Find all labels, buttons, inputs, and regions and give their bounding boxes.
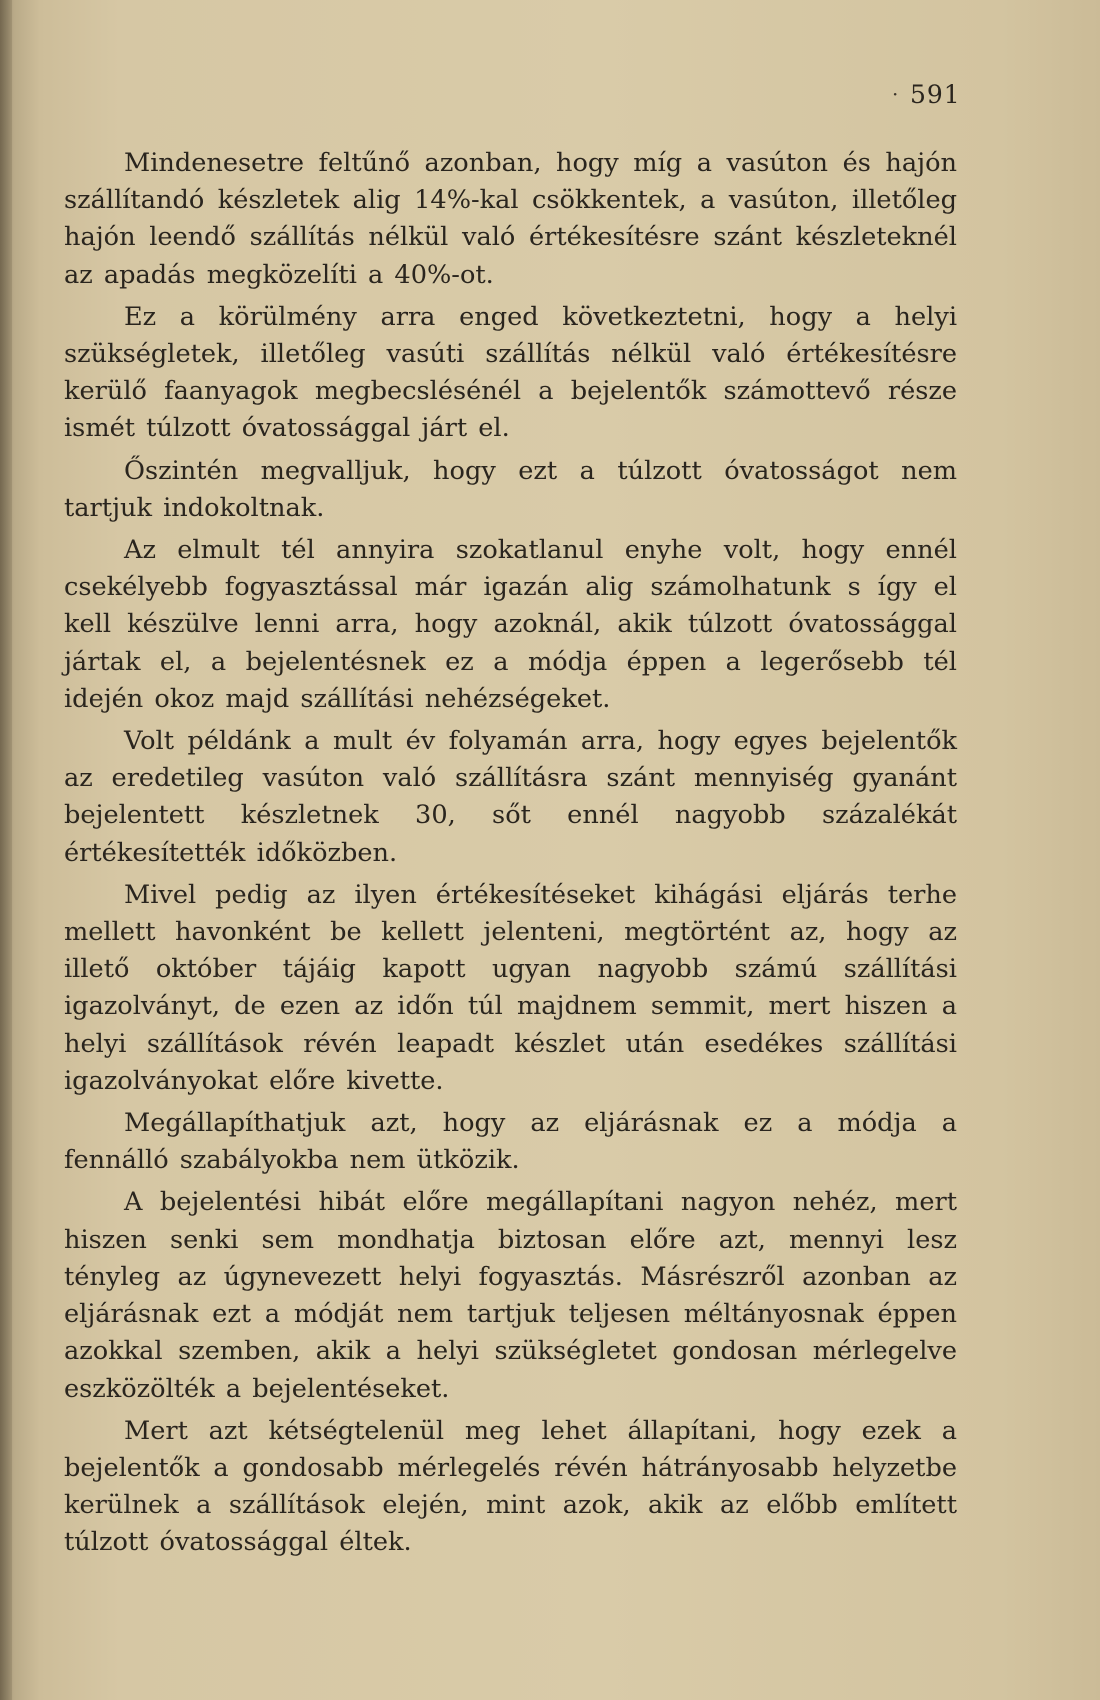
paragraph-7: Megállapíthatjuk azt, hogy az eljárásnak ez a módja a fennálló szabályokba nem ütközik. xyxy=(64,1108,957,1176)
paragraph-8: A bejelentési hibát előre megállapítani nagyon nehéz, mert hiszen senki sem mondhatja biztosan előre azt, mennyi lesz tényleg az úgynevezett helyi fogyasztás. Másrészről azonban az eljárásnak ezt a módját nem tartjuk teljesen méltányosnak éppen azokkal szemben, akik a helyi szükségletet gondosan mérlegelve eszközölték a bejelentéseket. xyxy=(64,1187,957,1404)
paragraph-5: Volt példánk a mult év folyamán arra, hogy egyes bejelentők az eredetileg vasúton való szállításra szánt mennyiség gyanánt bejelentett készletnek 30, sőt ennél nagyobb százalékát értékesítették időközben. xyxy=(64,726,957,868)
paragraph-4: Az elmult tél annyira szokatlanul enyhe volt, hogy ennél csekélyebb fogyasztással már igazán alig számolhatunk s így el kell készülve lenni arra, hogy azoknál, akik túlzott óvatossággal jártak el, a bejelentésnek ez a módja éppen a legerősebb tél idején okoz majd szállítási nehézségeket. xyxy=(64,535,957,714)
paragraph-2: Ez a körülmény arra enged következtetni, hogy a helyi szükségletek, illetőleg vasúti szállítás nélkül való értékesítésre kerülő faanyagok megbecslésénél a bejelentők számottevő része ismét túlzott óvatossággal járt el. xyxy=(64,301,957,444)
paragraph-1: Mindenesetre feltűnő azonban, hogy míg a vasúton és hajón szállítandó készletek alig 14%-kal csökkentek, a vasúton, illetőleg hajón leendő szállítás nélkül való értékesítésre szánt készleteknél az apadás megközelíti a 40%-ot. xyxy=(64,148,957,290)
paragraph-6: Mivel pedig az ilyen értékesítéseket kihágási eljárás terhe mellett havonként be kellett jelenteni, megtörtént az, hogy az illető október tájáig kapott ugyan nagyobb számú szállítási igazolványt, de ezen az időn túl majdnem semmit, mert hiszen a helyi szállítások révén leapadt készlet után esedékes szállítási igazolványokat előre kivette. xyxy=(64,879,957,1096)
book-spine-shadow xyxy=(0,0,12,1700)
page-number: 591 xyxy=(910,80,961,109)
page-body xyxy=(64,145,957,1567)
page-mark-dot: · xyxy=(892,82,899,106)
paragraph-3: Őszintén megvalljuk, hogy ezt a túlzott óvatosságot nem tartjuk indokoltnak. xyxy=(64,455,957,523)
paragraph-9: Mert azt kétségtelenül meg lehet állapítani, hogy ezek a bejelentők a gondosabb mérlegelés révén hátrányosabb helyzetbe kerülnek a szállítások elején, mint azok, akik az előbb említett túlzott óvatossággal éltek. xyxy=(64,1415,957,1558)
